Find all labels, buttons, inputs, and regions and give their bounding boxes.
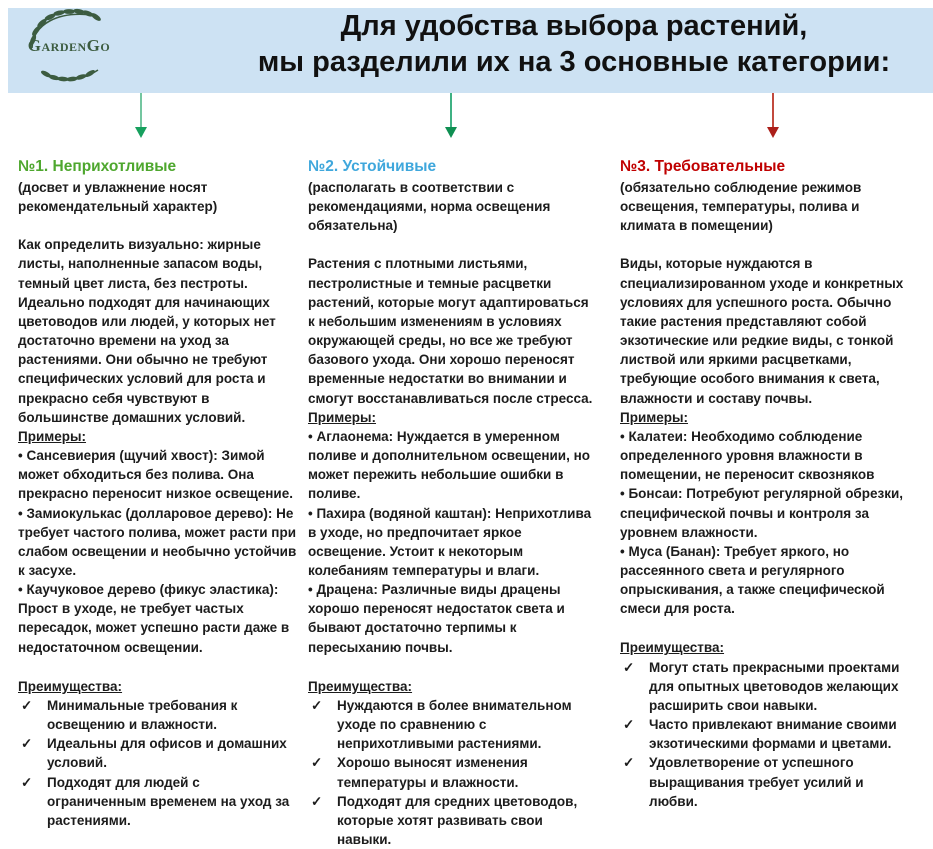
advantage-item xyxy=(18,773,301,830)
advantage-item xyxy=(308,792,595,849)
advantage-item xyxy=(308,696,595,753)
category-2-arrow-down-icon xyxy=(443,93,459,141)
column-description: Как определить визуально: жирные листы, наполненные запасом воды, темный цвет листа, без пестроты. Идеально подходят для начинающих цветоводов или людей, у которых нет достаточно времени на уход за растениями. Они обычно не требуют специфических условий для роста и прекрасно себя чувствуют в большинстве домашних условий. xyxy=(18,237,276,425)
page-title xyxy=(225,8,923,80)
logo-text: GardenGo xyxy=(27,36,111,55)
examples-label: Примеры: xyxy=(18,428,87,444)
check-icon: ✓ xyxy=(21,774,33,790)
check-icon: ✓ xyxy=(623,755,635,771)
advantages-label: Преимущества: xyxy=(18,678,123,694)
advantage-item xyxy=(18,734,301,772)
advantage-item xyxy=(620,753,913,810)
advantage-text: Хорошо выносят изменения температуры и влажности. xyxy=(337,755,528,790)
example-item: • Каучуковое дерево (фикус эластика): Прост в уходе, не требует частых пересадок, может успешно расти даже в недостаточном освещении. xyxy=(18,582,290,655)
example-item: • Сансевиерия (щучий хвост): Зимой может обходиться без полива. Она прекрасно переносит низкое освещение. xyxy=(18,448,293,502)
check-icon: ✓ xyxy=(21,697,33,713)
category-1-arrow-down-icon xyxy=(133,93,149,141)
advantages-label: Преимущества: xyxy=(308,678,413,694)
advantage-text: Идеальны для офисов и домашних условий. xyxy=(47,736,287,771)
check-icon: ✓ xyxy=(311,697,323,713)
example-item: • Муса (Банан): Требует яркого, но рассеянного света и регулярного опрыскивания, а также специфической смеси для роста. xyxy=(620,543,885,617)
advantage-text: Нуждаются в более внимательном уходе по сравнению с неприхотливыми растениями. xyxy=(337,697,572,752)
category-3-arrow-down-icon xyxy=(765,93,781,141)
check-icon: ✓ xyxy=(311,755,323,771)
page-title-line-2: мы разделили их на 3 основные категории: xyxy=(257,46,891,78)
advantage-text: Подходят для людей с ограниченным временем на уход за растениями. xyxy=(47,774,290,828)
advantage-text: Могут стать прекрасными проектами для опытных цветоводов желающих расширить свои навыки. xyxy=(649,659,900,713)
advantage-item xyxy=(620,658,913,715)
column-unpretentious xyxy=(18,156,301,830)
column-title: №1. Неприхотливые xyxy=(18,158,177,175)
advantage-text: Удовлетворение от успешного выращивания требует усилий и любви. xyxy=(649,755,864,809)
check-icon: ✓ xyxy=(311,793,323,809)
example-item: • Замиокулькас (долларовое дерево): Не требует частого полива, может расти при слабом освещении и необычно устойчив к засухе. xyxy=(18,505,297,578)
advantage-text: Минимальные требования к освещению и влажности. xyxy=(47,697,238,733)
advantage-item xyxy=(308,753,595,791)
check-icon: ✓ xyxy=(21,736,33,752)
check-icon: ✓ xyxy=(623,659,635,675)
gardengo-logo xyxy=(18,6,120,88)
column-resilient xyxy=(308,156,595,849)
column-subtitle: (располагать в соответствии с рекомендациями, норма освещения обязательна) xyxy=(308,180,551,234)
column-title: №3. Требовательные xyxy=(620,158,786,175)
column-subtitle: (обязательно соблюдение режимов освещения, температуры, полива и климата в помещении) xyxy=(620,180,862,234)
example-item: • Калатеи: Необходимо соблюдение определенного уровня влажности в помещении, не переносит сквозняков xyxy=(620,428,875,483)
advantage-item xyxy=(620,715,913,753)
column-description: Растения с плотными листьями, пестролистные и темные расцветки растений, которые могут адаптироваться к небольшим изменениям в условиях окружающей среды, но все же требуют базового ухода. Они хорошо переносят временные недостатки во внимании и смогут восстанавливаться после стресса. xyxy=(308,256,593,406)
example-item: • Аглаонема: Нуждается в умеренном поливе и дополнительном освещении, но может пережить небольшие ошибки в поливе. xyxy=(308,428,590,502)
advantages-label: Преимущества: xyxy=(620,640,725,656)
example-item: • Бонсаи: Потребуют регулярной обрезки, специфической почвы и контроля за уровнем влажности. xyxy=(620,486,904,540)
page-title-line-1: Для удобства выбора растений, xyxy=(340,10,808,42)
examples-label: Примеры: xyxy=(620,409,689,425)
column-description: Виды, которые нуждаются в специализированном уходе и конкретных условиях для успешного роста. Обычно такие растения представляют собой экзотические или редкие виды, с тонкой листвой или яркими расцветками, требующие особого внимания к света, влажности и составу почвы. xyxy=(620,256,904,406)
column-subtitle: (досвет и увлажнение носят рекомендательный характер) xyxy=(18,180,218,215)
advantage-text: Часто привлекают внимание своими экзотическими формами и цветами. xyxy=(649,717,897,752)
example-item: • Пахира (водяной каштан): Неприхотлива в уходе, но предпочитает яркое освещение. Устоит к некоторым колебаниям температуры и влаги. xyxy=(308,505,592,578)
column-demanding xyxy=(620,156,913,811)
example-item: • Драцена: Различные виды драцены хорошо переносят недостаток света и бывают достаточно терпимы к пересыханию почвы. xyxy=(308,582,565,655)
examples-label: Примеры: xyxy=(308,409,377,425)
advantage-item xyxy=(18,696,301,734)
advantage-text: Подходят для средних цветоводов, которые хотят развивать свои навыки. xyxy=(337,793,578,847)
column-title: №2. Устойчивые xyxy=(308,158,437,175)
check-icon: ✓ xyxy=(623,717,635,733)
